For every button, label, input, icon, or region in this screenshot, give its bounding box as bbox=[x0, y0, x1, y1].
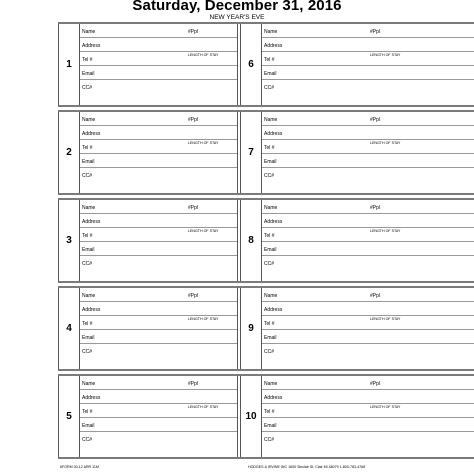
address-label: Address bbox=[264, 131, 283, 137]
slot-number: 7 bbox=[240, 112, 262, 193]
cc-field[interactable] bbox=[262, 168, 474, 182]
address-label: Address bbox=[82, 307, 101, 313]
ppl-label: #Ppl bbox=[370, 29, 381, 35]
reservation-slot-left bbox=[58, 288, 238, 369]
tel-label: Tel # bbox=[264, 321, 275, 327]
name-label: Name bbox=[264, 117, 278, 123]
email-field[interactable] bbox=[262, 242, 474, 256]
name-field[interactable] bbox=[80, 200, 237, 214]
address-label: Address bbox=[264, 395, 283, 401]
address-label: Address bbox=[82, 395, 101, 401]
slot-number: 3 bbox=[58, 200, 80, 281]
reservation-slot-right bbox=[240, 24, 474, 105]
tel-field[interactable] bbox=[80, 316, 237, 330]
slot-number: 9 bbox=[240, 288, 262, 369]
tel-field[interactable] bbox=[80, 404, 237, 418]
email-field[interactable] bbox=[80, 418, 237, 432]
email-field[interactable] bbox=[80, 242, 237, 256]
slot-fields bbox=[262, 24, 474, 105]
reservation-block bbox=[58, 374, 474, 459]
slot-fields bbox=[262, 288, 474, 369]
name-label: Name bbox=[82, 29, 96, 35]
slot-number: 1 bbox=[58, 24, 80, 105]
tel-label: Tel # bbox=[264, 57, 275, 63]
page-subtitle: NEW YEAR'S EVE bbox=[209, 14, 265, 21]
length-of-stay-label: LENGTH OF STAY bbox=[188, 317, 219, 321]
reservation-block bbox=[58, 286, 474, 371]
address-label: Address bbox=[264, 219, 283, 225]
slot-number: 2 bbox=[58, 112, 80, 193]
name-field[interactable] bbox=[80, 112, 237, 126]
reservation-slot-left bbox=[58, 24, 238, 105]
email-label: Email bbox=[82, 159, 95, 165]
address-field[interactable] bbox=[262, 390, 474, 404]
ppl-label: #Ppl bbox=[188, 205, 199, 211]
cc-label: CC# bbox=[264, 437, 275, 443]
reservation-slot-left bbox=[58, 200, 238, 281]
email-label: Email bbox=[82, 71, 95, 77]
name-field[interactable] bbox=[80, 24, 237, 38]
length-of-stay-label: LENGTH OF STAY bbox=[188, 53, 219, 57]
ppl-label: #Ppl bbox=[370, 293, 381, 299]
name-label: Name bbox=[264, 205, 278, 211]
address-field[interactable] bbox=[262, 214, 474, 228]
slot-number: 8 bbox=[240, 200, 262, 281]
cc-label: CC# bbox=[264, 349, 275, 355]
address-label: Address bbox=[82, 43, 101, 49]
name-label: Name bbox=[82, 117, 96, 123]
reservation-slot-right bbox=[240, 200, 474, 281]
email-label: Email bbox=[264, 247, 277, 253]
slot-fields bbox=[262, 112, 474, 193]
name-field[interactable] bbox=[262, 376, 474, 390]
length-of-stay-label: LENGTH OF STAY bbox=[370, 317, 401, 321]
reservation-slot-left bbox=[58, 112, 238, 193]
name-label: Name bbox=[82, 381, 96, 387]
address-field[interactable] bbox=[80, 38, 237, 52]
tel-field[interactable] bbox=[262, 404, 474, 418]
address-field[interactable] bbox=[262, 302, 474, 316]
ppl-label: #Ppl bbox=[188, 29, 199, 35]
address-field[interactable] bbox=[80, 302, 237, 316]
length-of-stay-label: LENGTH OF STAY bbox=[188, 229, 219, 233]
email-label: Email bbox=[82, 247, 95, 253]
address-field[interactable] bbox=[262, 126, 474, 140]
email-label: Email bbox=[82, 423, 95, 429]
tel-field[interactable] bbox=[262, 52, 474, 66]
name-field[interactable] bbox=[262, 112, 474, 126]
email-field[interactable] bbox=[262, 66, 474, 80]
email-label: Email bbox=[264, 335, 277, 341]
email-label: Email bbox=[82, 335, 95, 341]
address-field[interactable] bbox=[80, 390, 237, 404]
slot-fields bbox=[80, 24, 238, 105]
cc-label: CC# bbox=[264, 85, 275, 91]
cc-label: CC# bbox=[82, 173, 93, 179]
tel-label: Tel # bbox=[82, 57, 93, 63]
email-label: Email bbox=[264, 71, 277, 77]
cc-label: CC# bbox=[264, 173, 275, 179]
slot-number: 6 bbox=[240, 24, 262, 105]
tel-label: Tel # bbox=[82, 145, 93, 151]
tel-label: Tel # bbox=[82, 321, 93, 327]
address-label: Address bbox=[264, 43, 283, 49]
email-field[interactable] bbox=[80, 66, 237, 80]
tel-field[interactable] bbox=[80, 140, 237, 154]
tel-label: Tel # bbox=[264, 409, 275, 415]
reservation-slot-right bbox=[240, 376, 474, 457]
cc-field[interactable] bbox=[80, 256, 237, 270]
reservation-block bbox=[58, 198, 474, 283]
length-of-stay-label: LENGTH OF STAY bbox=[370, 229, 401, 233]
length-of-stay-label: LENGTH OF STAY bbox=[188, 141, 219, 145]
name-label: Name bbox=[82, 205, 96, 211]
ppl-label: #Ppl bbox=[370, 205, 381, 211]
slot-number: 5 bbox=[58, 376, 80, 457]
slot-number: 4 bbox=[58, 288, 80, 369]
cc-field[interactable] bbox=[80, 168, 237, 182]
slot-fields bbox=[80, 112, 238, 193]
length-of-stay-label: LENGTH OF STAY bbox=[370, 141, 401, 145]
cc-field[interactable] bbox=[80, 344, 237, 358]
email-label: Email bbox=[264, 159, 277, 165]
slot-fields bbox=[80, 200, 238, 281]
reservation-block bbox=[58, 22, 474, 107]
ppl-label: #Ppl bbox=[370, 117, 381, 123]
name-field[interactable] bbox=[262, 200, 474, 214]
cc-field[interactable] bbox=[262, 80, 474, 94]
cc-field[interactable] bbox=[262, 344, 474, 358]
ppl-label: #Ppl bbox=[370, 381, 381, 387]
tel-label: Tel # bbox=[82, 233, 93, 239]
name-field[interactable] bbox=[80, 376, 237, 390]
reservation-sheet bbox=[58, 22, 474, 461]
tel-label: Tel # bbox=[264, 145, 275, 151]
publisher-info: HODGES & IRVINE INC 1600 Sinclair St. Clair MI 48079 1-800-783-4768 bbox=[248, 465, 366, 469]
address-field[interactable] bbox=[80, 214, 237, 228]
cc-label: CC# bbox=[82, 85, 93, 91]
cc-field[interactable] bbox=[262, 256, 474, 270]
length-of-stay-label: LENGTH OF STAY bbox=[370, 405, 401, 409]
tel-label: Tel # bbox=[264, 233, 275, 239]
email-label: Email bbox=[264, 423, 277, 429]
address-label: Address bbox=[82, 219, 101, 225]
tel-label: Tel # bbox=[82, 409, 93, 415]
tel-field[interactable] bbox=[80, 52, 237, 66]
cc-field[interactable] bbox=[80, 432, 237, 446]
slot-fields bbox=[262, 200, 474, 281]
form-code: 6FORM 30-12 ARR 11M bbox=[60, 465, 99, 469]
cc-label: CC# bbox=[264, 261, 275, 267]
reservation-slot-left bbox=[58, 376, 238, 457]
email-field[interactable] bbox=[262, 418, 474, 432]
cc-field[interactable] bbox=[80, 80, 237, 94]
cc-label: CC# bbox=[82, 349, 93, 355]
page-title: Saturday, December 31, 2016 bbox=[132, 0, 342, 14]
cc-field[interactable] bbox=[262, 432, 474, 446]
address-label: Address bbox=[82, 131, 101, 137]
slot-fields bbox=[80, 288, 238, 369]
email-field[interactable] bbox=[262, 330, 474, 344]
length-of-stay-label: LENGTH OF STAY bbox=[188, 405, 219, 409]
cc-label: CC# bbox=[82, 261, 93, 267]
email-field[interactable] bbox=[262, 154, 474, 168]
reservation-block bbox=[58, 110, 474, 195]
email-field[interactable] bbox=[80, 154, 237, 168]
name-label: Name bbox=[264, 293, 278, 299]
name-field[interactable] bbox=[262, 24, 474, 38]
tel-field[interactable] bbox=[262, 140, 474, 154]
name-field[interactable] bbox=[262, 288, 474, 302]
name-label: Name bbox=[264, 381, 278, 387]
ppl-label: #Ppl bbox=[188, 117, 199, 123]
slot-number: 10 bbox=[240, 376, 262, 457]
footer bbox=[0, 462, 474, 474]
tel-field[interactable] bbox=[80, 228, 237, 242]
ppl-label: #Ppl bbox=[188, 381, 199, 387]
name-label: Name bbox=[264, 29, 278, 35]
ppl-label: #Ppl bbox=[188, 293, 199, 299]
address-field[interactable] bbox=[262, 38, 474, 52]
cc-label: CC# bbox=[82, 437, 93, 443]
slot-fields bbox=[262, 376, 474, 457]
slot-fields bbox=[80, 376, 238, 457]
length-of-stay-label: LENGTH OF STAY bbox=[370, 53, 401, 57]
reservation-slot-right bbox=[240, 288, 474, 369]
address-label: Address bbox=[264, 307, 283, 313]
name-label: Name bbox=[82, 293, 96, 299]
name-field[interactable] bbox=[80, 288, 237, 302]
email-field[interactable] bbox=[80, 330, 237, 344]
reservation-slot-right bbox=[240, 112, 474, 193]
tel-field[interactable] bbox=[262, 316, 474, 330]
address-field[interactable] bbox=[80, 126, 237, 140]
tel-field[interactable] bbox=[262, 228, 474, 242]
